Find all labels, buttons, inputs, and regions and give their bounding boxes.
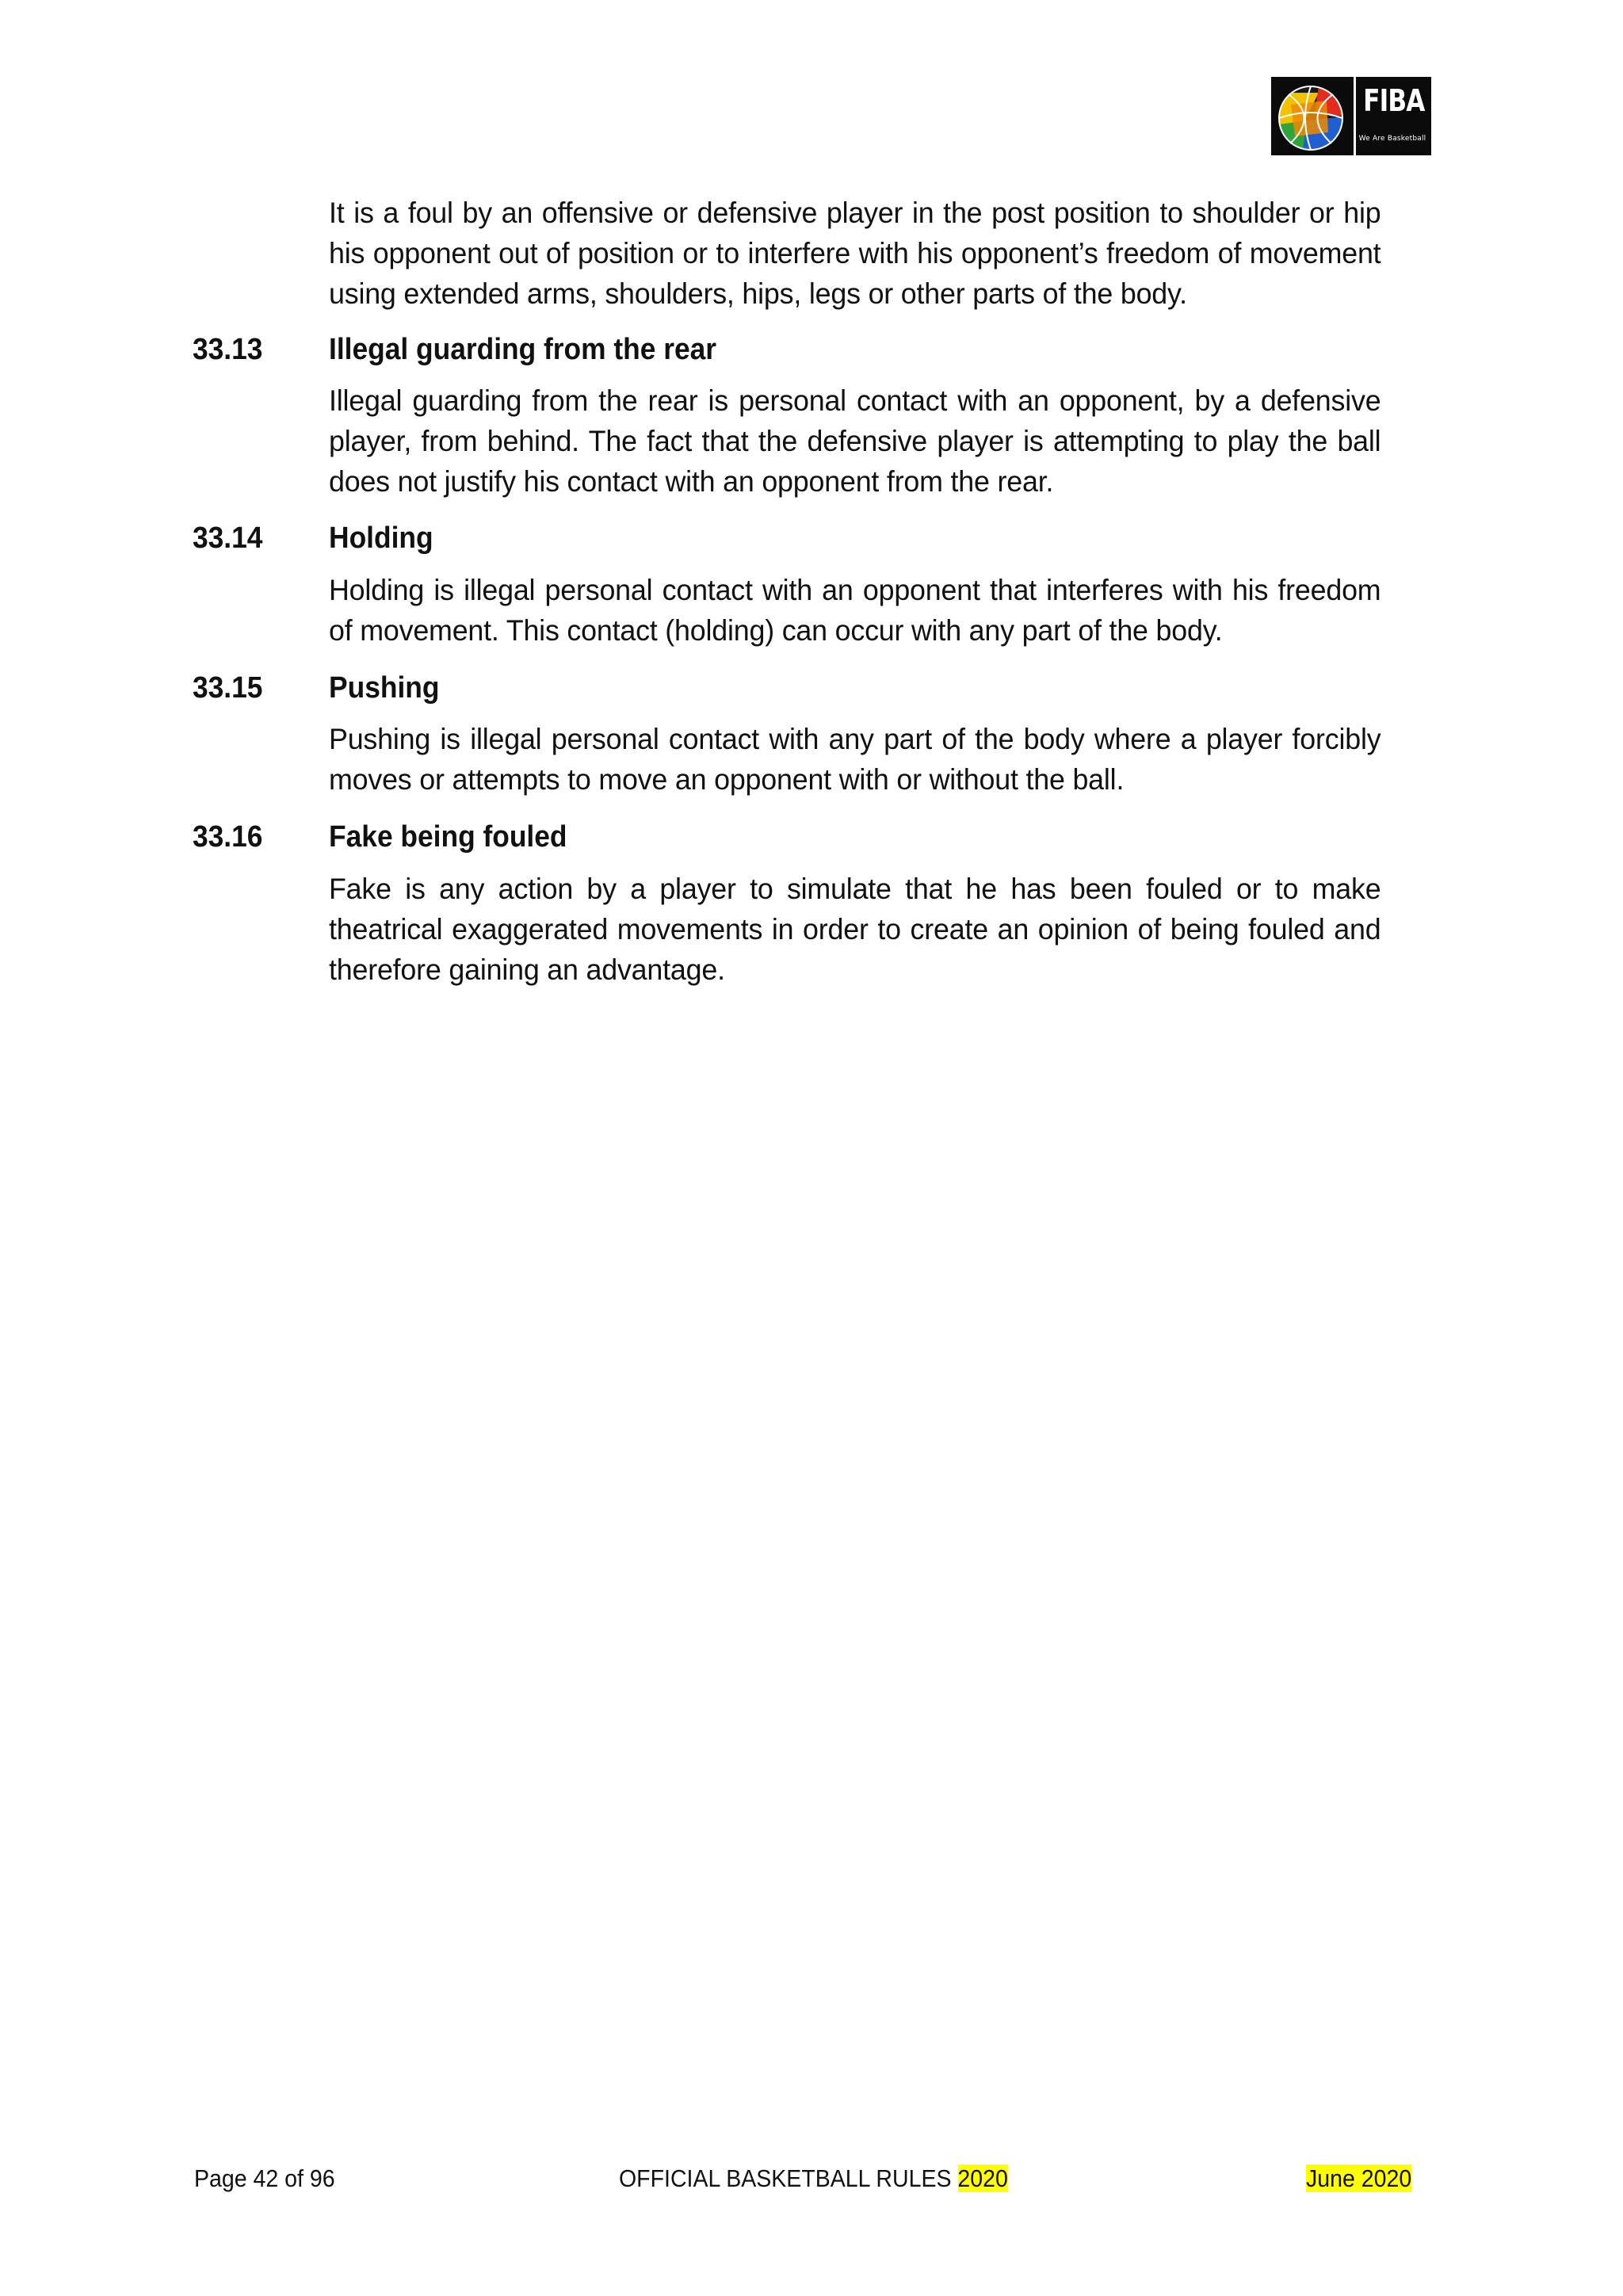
section-body-33-14: Holding is illegal personal contact with an opponent that interferes with his freedom of movement. This contact (holding) can occur with any part of the body. [329, 573, 1381, 647]
section-body-33-15: Pushing is illegal personal contact with any part of the body where a player forcibly moves or attempts to move an opponent with or without the ball. [329, 722, 1381, 796]
footer-document-title [619, 2163, 1008, 2195]
section-title: Holding [329, 521, 433, 555]
section-heading-33-15 [193, 668, 1342, 709]
intro-paragraph: It is a foul by an offensive or defensive player in the post position to shoulder or hip his opponent out of position or to interfere with his opponent’s freedom of movement using extended arms, shoulders, hips, legs or other parts of the body. [329, 196, 1381, 310]
logo-wordmark: FIBA [1363, 83, 1425, 118]
footer-date-text: June 2020 [1306, 2164, 1412, 2192]
basketball-globe-icon [1271, 77, 1354, 155]
section-number: 33.16 [193, 820, 263, 854]
section-title: Fake being fouled [329, 820, 567, 854]
logo-tagline: We Are Basketball [1358, 135, 1426, 143]
footer-date [1306, 2163, 1411, 2195]
section-heading-33-14 [193, 518, 1342, 559]
section-number: 33.13 [193, 333, 263, 366]
footer-page-number: Page 42 of 96 [194, 2164, 335, 2192]
section-title: Pushing [329, 671, 440, 705]
section-title: Illegal guarding from the rear [329, 333, 717, 366]
section-number: 33.15 [193, 671, 263, 705]
section-heading-33-13 [193, 330, 1342, 370]
section-number: 33.14 [193, 521, 263, 555]
section-heading-33-16 [193, 817, 1342, 858]
fiba-logo [1271, 77, 1431, 155]
section-body-33-16: Fake is any action by a player to simulate that he has been fouled or to make theatrical exaggerated movements in order to create an opinion of being fouled and therefore gaining an advantage. [329, 872, 1381, 986]
footer-title-text: OFFICIAL BASKETBALL RULES [619, 2164, 952, 2192]
logo-divider [1354, 77, 1356, 155]
section-body-33-13: Illegal guarding from the rear is personal contact with an opponent, by a defensive player, from behind. The fact that the defensive player is attempting to play the ball does not justify his contact with an opponent from the rear. [329, 384, 1381, 498]
footer-title-year: 2020 [957, 2164, 1008, 2192]
